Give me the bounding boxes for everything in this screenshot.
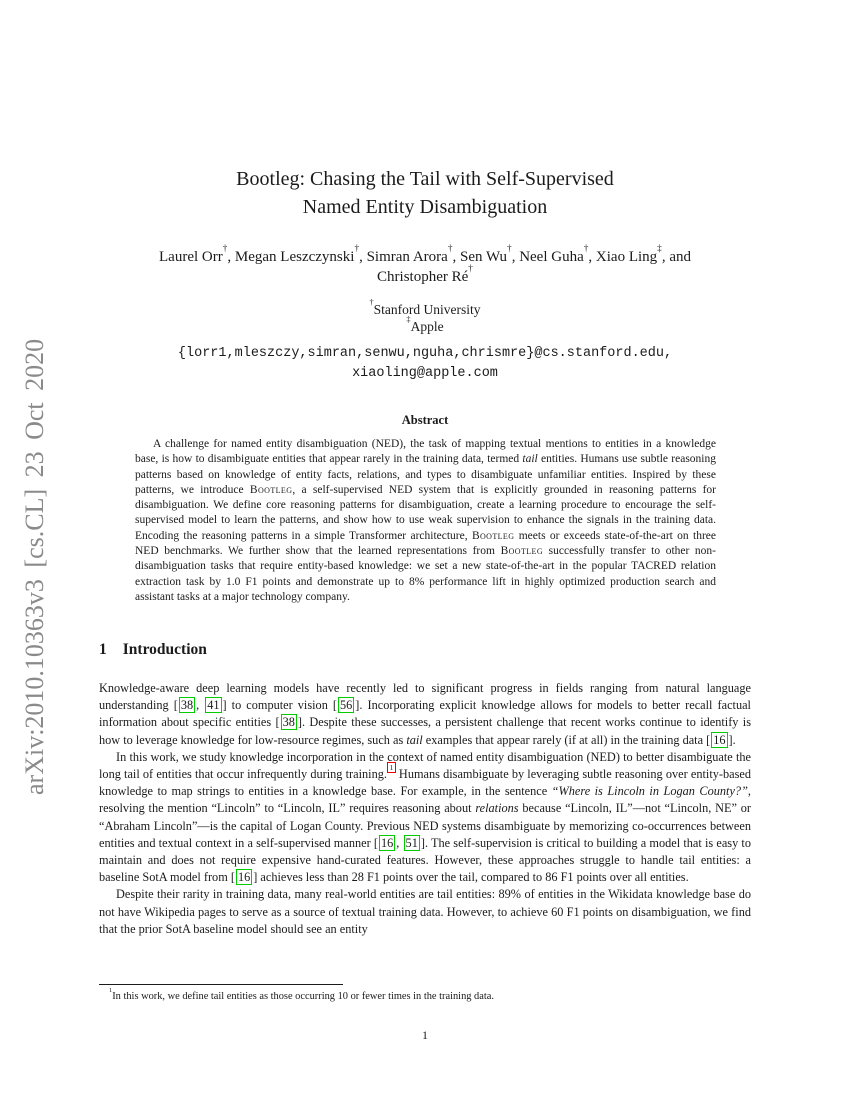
paragraph: In this work, we study knowledge incorporation in the context of named entity disambiguation (NED) to better disambiguate the long tail of entities that occur infrequently during training.$^1$ Humans disambiguate by leveraging subtle reasoning over entity-based knowledge to map strings to entities in a knowledge base. For example, in the sentence “Where is Lincoln in Logan County?”, resolving the mention “Lincoln” to “Lincoln, IL” requires reasoning about relations because “Lincoln, IL”—not “Lincoln, NE” or “Abraham Lincoln”—is the capital of Logan County. Previous NED systems disambiguate by memorizing co-occurrences between entities and textual context in a self-supervised manner [ 16 , 51 ]. The self-supervision is critical to building a model that is easy to maintain and does not require expensive hand-curated features. However, these approaches struggle to handle tail entities: a baseline SotA model from [ 16 ] achieves less than 28 F1 points over the tail, compared to 86 F1 points over all entities. — [99, 749, 752, 885]
abstract-heading: Abstract — [401, 413, 449, 427]
superscript-marker: † — [369, 297, 374, 307]
italic-text: relations — [475, 801, 519, 816]
superscript-marker: ‡ — [657, 243, 662, 254]
superscript-marker: † — [447, 243, 453, 254]
abstract-text: A challenge for named entity disambiguation (NED), the task of mapping textual mentions to entities in a knowledge base, is how to disambiguate entities that appear rarely in the training data, termed tail entities. Humans use subtle reasoning patterns based on knowledge of entity facts, relations, and types to disambiguate unfamiliar entities. Inspired by these patterns, we introduce Bootleg, a self-supervised NED system that is explicitly grounded in reasoning patterns for disambiguation. We define core reasoning patterns for disambiguation, create a learning procedure to encourage the self-supervised model to learn the patterns, and show how to use weak supervision to enhance the signals in the training data. Encoding the reasoning patterns in a simple Transformer architecture, Bootleg meets or exceeds state-of-the-art on three NED benchmarks. We further show that the learned representations from Bootleg successfully transfer to other non-disambiguation tasks that require entity-based knowledge: we set a new state-of-the-art in the popular TACRED relation extraction task by 1.0 F1 points and demonstrate up to 8% performance lift in highly optimized production search and assistant tasks at a major technology company. — [135, 438, 717, 603]
system-name-bootleg: Bootleg — [249, 483, 293, 496]
system-name-bootleg: Bootleg — [471, 529, 515, 542]
paragraph: Knowledge-aware deep learning models have recently led to significant progress in fields ranging from natural language understanding [ 38 , 41 ] to computer vision [ 56 ]. Incorporating explicit knowledge allows for models to better recall factual information about specific entities [ 38 ]. Despite these successes, a persistent challenge that recent works continue to identify is how to leverage knowledge for low-resource regimes, such as tail examples that appear rarely (if at all) in the training data [ 16 ]. — [99, 681, 751, 747]
italic-text: tail — [522, 453, 538, 466]
citation-link[interactable]: 38 — [282, 715, 295, 730]
section-heading-introduction — [99, 641, 751, 659]
citation-link[interactable]: 16 — [237, 870, 251, 885]
paper-title — [99, 165, 751, 221]
superscript-marker: † — [583, 243, 589, 254]
email-block — [99, 344, 751, 383]
email-line-1: {lorr1,mleszczy,simran,senwu,nguha,chrismre}@cs.stanford.edu, — [177, 346, 673, 361]
superscript-marker: † — [354, 243, 360, 254]
section-number: 1 — [99, 641, 107, 658]
section-title: Introduction — [122, 641, 207, 658]
italic-text: “Where is Lincoln in Logan County?” — [551, 784, 748, 799]
superscript-marker: † — [507, 243, 512, 254]
affiliation-apple: ‡Apple — [406, 314, 444, 334]
citation-link[interactable]: 16 — [380, 835, 394, 850]
page-number: 1 — [422, 1028, 428, 1042]
introduction-body — [99, 680, 751, 938]
citation-link[interactable]: 41 — [207, 698, 220, 713]
title-line-2: Named Entity Disambiguation — [302, 196, 548, 218]
arxiv-watermark: arXiv:2010.10363v3 [cs.CL] 23 Oct 2020 — [20, 338, 49, 795]
citation-link[interactable]: 16 — [713, 732, 726, 747]
citation-link[interactable]: 56 — [339, 698, 353, 713]
author-list — [79, 243, 771, 287]
superscript-marker: † — [222, 243, 228, 254]
footnote-rule — [99, 984, 343, 985]
system-name-bootleg: Bootleg — [500, 545, 544, 558]
citation-link[interactable]: 51 — [405, 835, 418, 850]
title-line-1: Bootleg: Chasing the Tail with Self-Supervised — [236, 168, 614, 190]
paragraph: Despite their rarity in training data, many real-world entities are tail entities: 89% of entities in the Wikidata knowledge base do not have Wikipedia pages to serve as a source of textual training data. However, to achieve 60 F1 points on disambiguation, we find that the prior SotA baseline model should see an entity — [99, 887, 751, 936]
superscript-marker: ‡ — [406, 314, 411, 324]
email-line-2: xiaoling@apple.com — [352, 365, 498, 381]
author-line-1: Laurel Orr†, Megan Leszczynski†, Simran Arora†, Sen Wu†, Neel Guha†, Xiao Ling‡, and — [159, 243, 691, 265]
superscript-marker: † — [468, 263, 473, 274]
footnote-text: $^1$In this work, we define tail entities as those occurring 10 or fewer times in the training data. — [109, 986, 494, 1002]
superscript-marker: 1 — [109, 986, 113, 994]
italic-text: tail — [406, 732, 423, 747]
affiliations — [99, 297, 751, 335]
footnote-area — [99, 984, 751, 1003]
citation-link[interactable]: 38 — [180, 698, 194, 713]
affiliation-stanford: †Stanford University — [369, 297, 481, 317]
footnote-ref-link[interactable]: 1 — [387, 762, 396, 773]
author-line-2: Christopher Ré† — [377, 263, 473, 285]
